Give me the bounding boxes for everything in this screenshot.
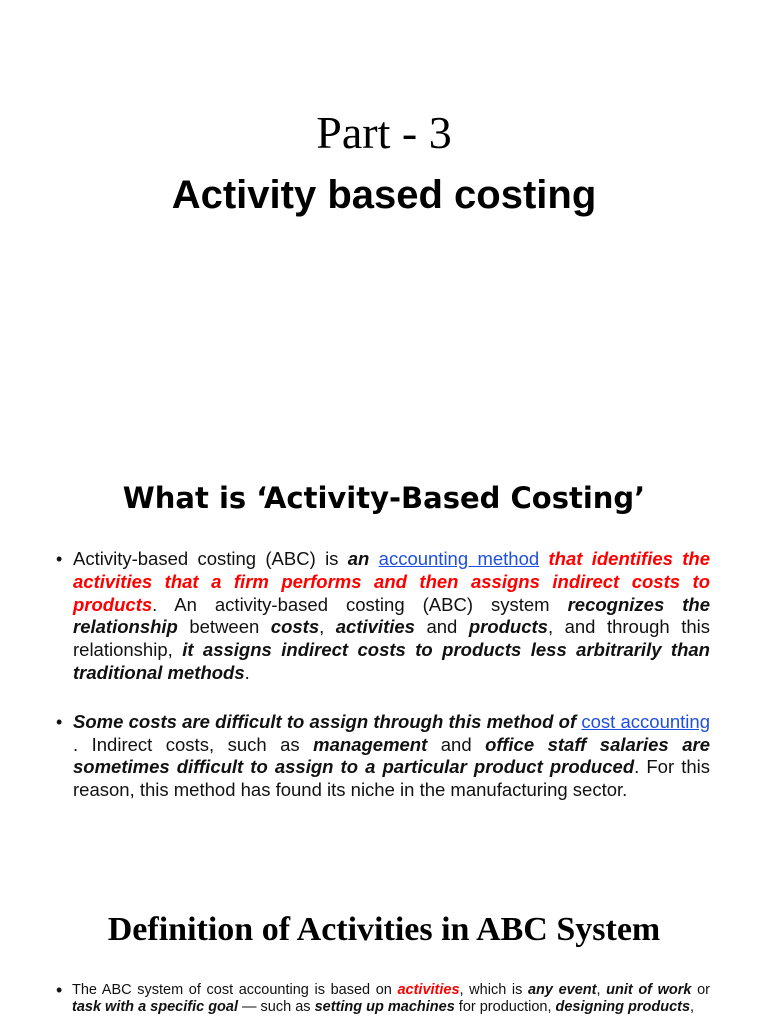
bullet-text: , which is xyxy=(459,982,528,998)
emphasis-text: activities xyxy=(335,616,415,638)
emphasis-text: any event xyxy=(527,982,597,998)
bullet-text: , xyxy=(319,616,336,638)
emphasis-text: designing products xyxy=(555,999,691,1015)
emphasis-text: an xyxy=(347,548,379,569)
abc-definition-slide xyxy=(0,430,768,870)
accounting-method-link[interactable]: accounting method xyxy=(378,548,540,569)
emphasis-text: task with a specific goal xyxy=(72,999,238,1015)
bullet-text: . For this reason, this method has found its niche in the manufacturing sector. xyxy=(73,756,710,801)
bullet-list xyxy=(56,982,710,1016)
bullet-dot-icon: • xyxy=(56,711,63,732)
bullet-text: . xyxy=(244,661,250,683)
activities-definition-slide xyxy=(0,870,768,1024)
bullet-dot-icon: • xyxy=(56,980,63,1000)
bullet-text: , and through this relationship, xyxy=(73,616,710,661)
bullet-text: , xyxy=(596,982,607,998)
bullet-text: and xyxy=(414,616,469,638)
emphasis-text: office staff salaries are sometimes difficult to assign to a particular product produced xyxy=(73,733,710,778)
bullet-item xyxy=(56,982,710,1016)
cost-accounting-link[interactable]: cost accounting xyxy=(581,710,710,732)
bullet-text: . Indirect costs, such as xyxy=(73,733,314,755)
emphasis-text: setting up machines xyxy=(314,999,455,1015)
emphasis-text: recognizes the relationship xyxy=(73,593,710,638)
part-title: Part - 3 xyxy=(316,107,452,158)
emphasis-text: unit of work xyxy=(606,982,692,998)
bullet-text: between xyxy=(177,616,271,638)
bullet-text: — such as xyxy=(238,999,315,1015)
main-title: Activity based costing xyxy=(171,173,597,217)
title-slide xyxy=(0,0,768,430)
emphasis-text: it assigns indirect costs to products less arbitrarily than traditional methods xyxy=(73,639,710,683)
bullet-item xyxy=(56,548,710,685)
bullet-text: . An activity-based costing (ABC) system xyxy=(152,593,568,615)
definition-heading: Definition of Activities in ABC System xyxy=(107,911,661,948)
emphasis-text: costs xyxy=(270,616,320,638)
emphasis-text: management xyxy=(313,733,428,755)
bullet-text: or xyxy=(691,982,710,998)
bullet-dot-icon: • xyxy=(56,549,63,569)
emphasis-text: products xyxy=(468,616,548,638)
bullet-text: The ABC system of cost accounting is based on xyxy=(72,982,398,998)
emphasis-red-text: that identifies the activities that a firm performs and then assigns indirect costs to products xyxy=(73,548,710,615)
bullet-text: and xyxy=(427,733,486,755)
bullet-item xyxy=(56,711,710,802)
emphasis-red-text: activities xyxy=(397,982,460,998)
bullet-text: for production, xyxy=(454,999,556,1015)
emphasis-text: Some costs are difficult to assign through this method of xyxy=(73,710,582,732)
bullet-text: Activity-based costing (ABC) is xyxy=(73,548,348,569)
bullet-text: , xyxy=(690,999,695,1015)
bullet-list xyxy=(56,548,710,802)
section-heading: What is ‘Activity-Based Costing’ xyxy=(122,481,646,515)
